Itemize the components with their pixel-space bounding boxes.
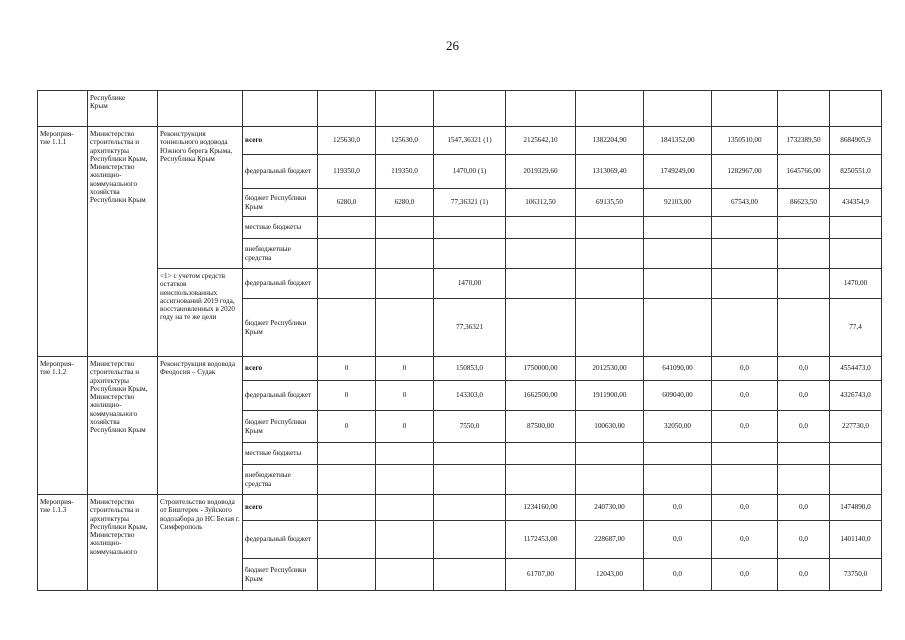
- value-cell: 1662500,00: [506, 381, 576, 411]
- value-cell: [712, 465, 778, 495]
- value-cell: 641090,00: [644, 357, 712, 381]
- value-cell: 2125642,10: [506, 127, 576, 155]
- value-cell: 240730,00: [576, 495, 644, 521]
- value-cell: 1474890,0: [830, 495, 882, 521]
- value-cell: 1470,00: [434, 269, 506, 299]
- value-cell: 228687,00: [576, 521, 644, 559]
- value-cell: 119350,0: [376, 155, 434, 189]
- value-cell: 4326743,0: [830, 381, 882, 411]
- value-cell: 1645766,00: [778, 155, 830, 189]
- value-cell: 227730,0: [830, 411, 882, 443]
- value-cell: [576, 465, 644, 495]
- measure-name-cell: Мероприя- тие 1.1.3: [38, 495, 88, 591]
- value-cell: [434, 239, 506, 269]
- value-cell: 100630,00: [576, 411, 644, 443]
- value-cell: [434, 465, 506, 495]
- value-cell: [318, 217, 376, 239]
- value-cell: 1841352,00: [644, 127, 712, 155]
- value-cell: 0,0: [712, 521, 778, 559]
- value-cell: [318, 495, 376, 521]
- table-row: [38, 127, 882, 155]
- source-label-cell: бюджет Республики Крым: [243, 559, 318, 591]
- source-label-cell: внебюджетные средства: [243, 239, 318, 269]
- table-cell: [644, 91, 712, 127]
- value-cell: [576, 443, 644, 465]
- financing-table: [37, 90, 882, 591]
- value-cell: 8250551,0: [830, 155, 882, 189]
- source-label-cell: местные бюджеты: [243, 217, 318, 239]
- value-cell: [318, 559, 376, 591]
- value-cell: 1732389,50: [778, 127, 830, 155]
- value-cell: [434, 521, 506, 559]
- value-cell: 7550,0: [434, 411, 506, 443]
- value-cell: [712, 443, 778, 465]
- table-row: [38, 91, 882, 127]
- value-cell: 106312,50: [506, 189, 576, 217]
- value-cell: [778, 443, 830, 465]
- value-cell: 1547,36321 (1): [434, 127, 506, 155]
- table-cell: [376, 91, 434, 127]
- value-cell: [376, 239, 434, 269]
- value-cell: 0,0: [778, 495, 830, 521]
- value-cell: 0: [318, 357, 376, 381]
- value-cell: 0,0: [778, 411, 830, 443]
- table-cell: [506, 91, 576, 127]
- value-cell: 0,0: [712, 381, 778, 411]
- table-cell: [318, 91, 376, 127]
- value-cell: 609040,00: [644, 381, 712, 411]
- value-cell: 77,4: [830, 299, 882, 357]
- responsible-cell: Республике Крым: [88, 91, 158, 127]
- responsible-cell: Министерство строительства и архитектуры Республики Крым, Министерство жилищно-коммунального хозяйства Республики Крым: [88, 127, 158, 357]
- value-cell: [576, 299, 644, 357]
- value-cell: 125630,0: [376, 127, 434, 155]
- value-cell: [830, 465, 882, 495]
- value-cell: [376, 443, 434, 465]
- value-cell: 1234160,00: [506, 495, 576, 521]
- value-cell: [318, 521, 376, 559]
- value-cell: 0,0: [644, 559, 712, 591]
- value-cell: [318, 269, 376, 299]
- source-label-cell: всего: [243, 127, 318, 155]
- measure-name-cell: Мероприя- тие 1.1.1: [38, 127, 88, 357]
- value-cell: 1470,00: [830, 269, 882, 299]
- table-row: [38, 495, 882, 521]
- description-cell: Реконструкция водовода Феодосия – Судак: [158, 357, 243, 495]
- value-cell: [644, 269, 712, 299]
- value-cell: 0,0: [778, 381, 830, 411]
- value-cell: [830, 217, 882, 239]
- value-cell: [576, 217, 644, 239]
- value-cell: [506, 269, 576, 299]
- source-label-cell: внебюджетные средства: [243, 465, 318, 495]
- value-cell: [318, 239, 376, 269]
- source-label-cell: бюджет Республики Крым: [243, 299, 318, 357]
- value-cell: 4554473,0: [830, 357, 882, 381]
- source-label-cell: местные бюджеты: [243, 443, 318, 465]
- value-cell: [712, 239, 778, 269]
- value-cell: 0,0: [644, 495, 712, 521]
- value-cell: 1749249,00: [644, 155, 712, 189]
- value-cell: 0,0: [712, 559, 778, 591]
- value-cell: 434354,9: [830, 189, 882, 217]
- value-cell: 0,0: [778, 357, 830, 381]
- value-cell: 0,0: [644, 521, 712, 559]
- value-cell: 0: [376, 381, 434, 411]
- value-cell: 92103,00: [644, 189, 712, 217]
- value-cell: [506, 443, 576, 465]
- value-cell: [778, 269, 830, 299]
- value-cell: [376, 269, 434, 299]
- value-cell: 1350510,00: [712, 127, 778, 155]
- table-cell: [158, 91, 243, 127]
- value-cell: 0: [376, 357, 434, 381]
- source-label-cell: федеральный бюджет: [243, 521, 318, 559]
- value-cell: [318, 465, 376, 495]
- value-cell: [644, 299, 712, 357]
- value-cell: 61707,00: [506, 559, 576, 591]
- table-cell: [778, 91, 830, 127]
- description-cell: Строительство водовода от Биштерек - Зуйского водозабора до НС Белая г. Симферополь: [158, 495, 243, 591]
- value-cell: [434, 443, 506, 465]
- value-cell: [778, 299, 830, 357]
- value-cell: [830, 443, 882, 465]
- value-cell: 6280,0: [376, 189, 434, 217]
- value-cell: 1282967,00: [712, 155, 778, 189]
- value-cell: 1750000,00: [506, 357, 576, 381]
- value-cell: [376, 299, 434, 357]
- value-cell: 77,36321: [434, 299, 506, 357]
- value-cell: [644, 443, 712, 465]
- value-cell: 0: [376, 411, 434, 443]
- source-label-cell: бюджет Республики Крым: [243, 189, 318, 217]
- value-cell: 2012530,00: [576, 357, 644, 381]
- page-number: 26: [446, 38, 459, 53]
- value-cell: 0,0: [712, 411, 778, 443]
- value-cell: 69135,50: [576, 189, 644, 217]
- value-cell: [506, 239, 576, 269]
- value-cell: 0,0: [712, 495, 778, 521]
- source-label-cell: федеральный бюджет: [243, 381, 318, 411]
- value-cell: 0: [318, 411, 376, 443]
- value-cell: [506, 299, 576, 357]
- value-cell: [506, 217, 576, 239]
- value-cell: 1911900,00: [576, 381, 644, 411]
- value-cell: 67543,00: [712, 189, 778, 217]
- value-cell: 150853,0: [434, 357, 506, 381]
- value-cell: 12043,00: [576, 559, 644, 591]
- value-cell: [434, 495, 506, 521]
- table-cell: [243, 91, 318, 127]
- value-cell: 143303,0: [434, 381, 506, 411]
- value-cell: [576, 239, 644, 269]
- table-cell: [712, 91, 778, 127]
- value-cell: 2019329,60: [506, 155, 576, 189]
- value-cell: 87500,00: [506, 411, 576, 443]
- table-cell: [434, 91, 506, 127]
- table-row: [38, 357, 882, 381]
- value-cell: 1382204,90: [576, 127, 644, 155]
- table-cell: [576, 91, 644, 127]
- value-cell: [712, 269, 778, 299]
- measure-name-cell: [38, 91, 88, 127]
- value-cell: [778, 239, 830, 269]
- value-cell: [712, 299, 778, 357]
- note-cell: <1> с учетом средств остатков неиспользованных ассигнований 2019 года, восстановленных в 2020 году на те же цели: [158, 269, 243, 357]
- value-cell: [376, 217, 434, 239]
- table-row: [38, 269, 882, 299]
- value-cell: 1401140,0: [830, 521, 882, 559]
- value-cell: 6280,0: [318, 189, 376, 217]
- value-cell: [376, 465, 434, 495]
- measure-name-cell: Мероприя- тие 1.1.2: [38, 357, 88, 495]
- source-label-cell: всего: [243, 495, 318, 521]
- value-cell: [376, 495, 434, 521]
- table-cell: [830, 91, 882, 127]
- value-cell: [506, 465, 576, 495]
- responsible-cell: Министерство строительства и архитектуры Республики Крым, Министерство жилищно-коммунального: [88, 495, 158, 591]
- value-cell: 32050,00: [644, 411, 712, 443]
- value-cell: 125630,0: [318, 127, 376, 155]
- value-cell: 0: [318, 381, 376, 411]
- value-cell: [376, 521, 434, 559]
- value-cell: [318, 299, 376, 357]
- source-label-cell: федеральный бюджет: [243, 269, 318, 299]
- value-cell: [712, 217, 778, 239]
- value-cell: [434, 559, 506, 591]
- value-cell: 8684905,9: [830, 127, 882, 155]
- value-cell: 1172453,00: [506, 521, 576, 559]
- value-cell: [376, 559, 434, 591]
- value-cell: [644, 239, 712, 269]
- value-cell: [434, 217, 506, 239]
- value-cell: 73750,0: [830, 559, 882, 591]
- source-label-cell: всего: [243, 357, 318, 381]
- value-cell: [576, 269, 644, 299]
- value-cell: [830, 239, 882, 269]
- value-cell: 0,0: [712, 357, 778, 381]
- value-cell: [778, 217, 830, 239]
- description-cell: Реконструкция тоннельного водовода Южного берега Крыма, Республика Крым: [158, 127, 243, 269]
- source-label-cell: федеральный бюджет: [243, 155, 318, 189]
- value-cell: 77,36321 (1): [434, 189, 506, 217]
- value-cell: [644, 465, 712, 495]
- value-cell: 119350,0: [318, 155, 376, 189]
- value-cell: [318, 443, 376, 465]
- source-label-cell: бюджет Республики Крым: [243, 411, 318, 443]
- value-cell: [644, 217, 712, 239]
- value-cell: 86623,50: [778, 189, 830, 217]
- value-cell: 1470,00 (1): [434, 155, 506, 189]
- value-cell: 0,0: [778, 559, 830, 591]
- value-cell: 0,0: [778, 521, 830, 559]
- responsible-cell: Министерство строительства и архитектуры Республики Крым, Министерство жилищно-коммунального хозяйства Республики Крым: [88, 357, 158, 495]
- value-cell: 1313069,40: [576, 155, 644, 189]
- value-cell: [778, 465, 830, 495]
